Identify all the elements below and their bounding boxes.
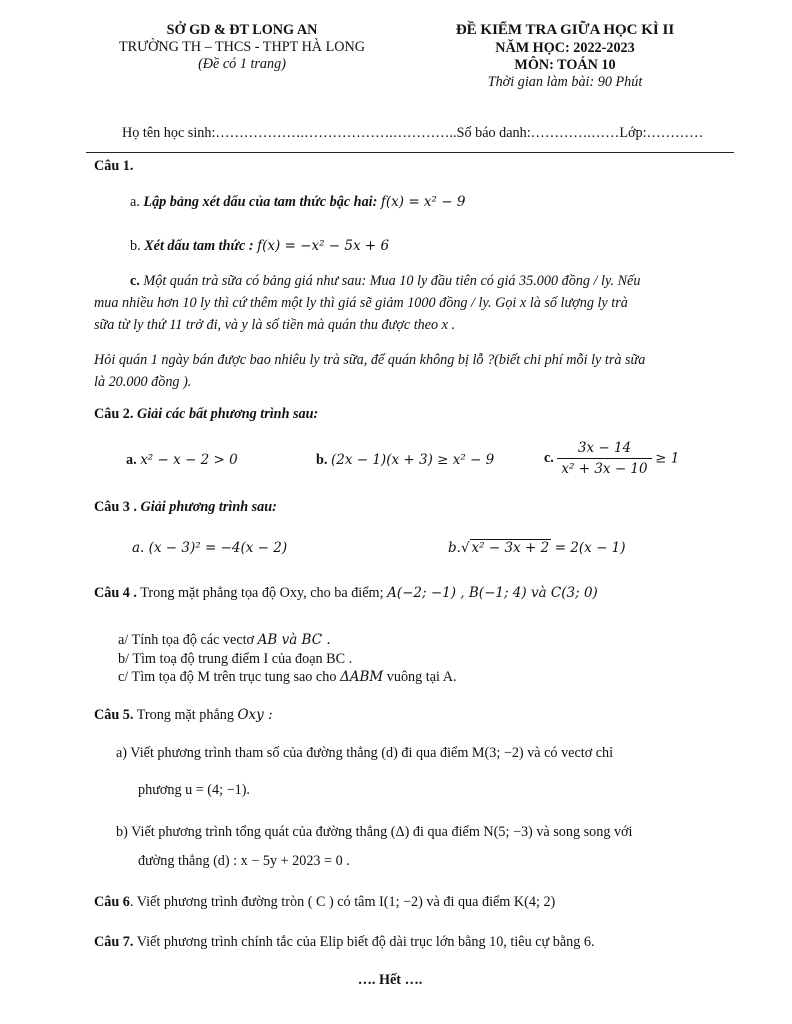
q3-label: Câu 3 .	[94, 499, 137, 515]
q2-c-rhs: ≥ 1	[655, 450, 680, 467]
q2-b-math: (2x − 1)(x + 3) ≥ x² − 9	[330, 452, 495, 468]
q1-c-line1-text: Một quán trà sữa có bảng giá như sau: Mua 10 ly đầu tiên có giá 35.000 đồng / ly. Nếu	[139, 273, 641, 289]
exam-title: ĐỀ KIỂM TRA GIỮA HỌC KÌ II	[455, 22, 675, 38]
q4-part-c	[118, 669, 457, 686]
q5-heading	[94, 707, 273, 724]
q4-text: Trong mặt phẳng tọa độ Oxy, cho ba điểm;	[140, 585, 384, 601]
q2-c-label: c.	[544, 450, 554, 466]
q7-text: Viết phương trình chính tắc của Elip biết độ dài trục lớn bằng 10, tiêu cự bằng 6.	[136, 934, 595, 950]
time-allowed: Thời gian làm bài: 90 Phút	[487, 74, 643, 90]
end-marker: …. Hết ….	[357, 972, 423, 988]
q2-a-math: x² − x − 2 > 0	[140, 452, 238, 468]
q2-label: Câu 2.	[94, 406, 134, 422]
q1-a-math: f(x) = x² − 9	[380, 194, 466, 210]
school-name: TRƯỜNG TH – THCS - THPT HÀ LONG	[118, 39, 366, 55]
header-divider	[86, 152, 734, 153]
q1-title: Câu 1.	[94, 158, 134, 174]
q4-label: Câu 4 .	[94, 585, 137, 601]
q5-label: Câu 5.	[94, 707, 134, 723]
q7	[94, 934, 595, 951]
q1-c-line4: Hỏi quán 1 ngày bán được bao nhiêu ly trà sữa, để quán không bị lỗ ?(biết chi phí mỗi ly trà sữa	[94, 352, 646, 368]
q5-part-b-line2: đường thẳng (d) : x − 5y + 2023 = 0 .	[138, 853, 350, 869]
q4-part-a	[118, 632, 331, 649]
q6-label: Câu 6	[94, 894, 130, 910]
q1-a-prefix: a.	[130, 194, 144, 210]
q4-heading	[94, 585, 598, 602]
q4-c-text: c/ Tìm tọa độ M trên trục tung sao cho	[118, 669, 337, 685]
q3-b-rhs: = 2(x − 1)	[554, 540, 626, 556]
q1-c-line5: là 20.000 đồng ).	[94, 374, 192, 390]
q7-label: Câu 7.	[94, 934, 134, 950]
q1-a-text: Lập bảng xét dấu của tam thức bậc hai:	[143, 194, 378, 210]
q1-c-line2: mua nhiều hơn 10 ly thì cứ thêm một ly thì giá sẽ giảm 1000 đồng / ly. Gọi x là số lượng ly trà	[94, 295, 628, 311]
q5-part-b-line1: b) Viết phương trình tổng quát của đường thẳng (Δ) đi qua điểm N(5; −3) và song song với	[116, 824, 633, 840]
q3-b-radicand: x² − 3x + 2	[471, 540, 550, 556]
q2-c-denominator: x² + 3x − 10	[561, 461, 648, 477]
school-year: NĂM HỌC: 2022-2023	[495, 40, 635, 56]
subject: MÔN: TOÁN 10	[514, 57, 616, 73]
q4-points: A(−2; −1) , B(−1; 4) và C(3; 0)	[387, 585, 598, 601]
q1-c-prefix: c.	[130, 273, 140, 289]
q2-heading	[94, 406, 318, 423]
q1-b-text: Xét dấu tam thức :	[144, 238, 254, 254]
q1-c-line1	[130, 273, 640, 290]
q2-text: Giải các bất phương trình sau:	[136, 406, 319, 422]
q6	[94, 894, 555, 911]
q1-b-math: f(x) = −x² − 5x + 6	[257, 238, 390, 254]
q4-c-tail: vuông tại A.	[386, 669, 457, 685]
q5-part-a-line2: phương u = (4; −1).	[138, 782, 250, 798]
q2-a-label: a.	[126, 452, 137, 468]
q3-text: Giải phương trình sau:	[140, 499, 277, 515]
q4-c-triangle: ΔABM	[339, 669, 384, 685]
q3-heading	[94, 499, 277, 516]
q2-part-b	[316, 452, 494, 469]
q5-part-a-line1: a) Viết phương trình tham số của đường thẳng (d) đi qua điểm M(3; −2) và có vectơ chỉ	[116, 745, 614, 761]
student-info-line: Họ tên học sinh:……………….……………….…………..Số báo danh:………….……Lớp:…………	[122, 125, 704, 141]
q1-c-line3: sữa từ ly thứ 11 trở đi, và y là số tiền mà quán thu được theo x .	[94, 317, 456, 333]
page-count-note: (Đề có 1 trang)	[198, 56, 286, 72]
q1-part-a	[130, 194, 465, 211]
q2-c-fraction	[557, 440, 651, 477]
q1-part-b	[130, 238, 389, 255]
q2-part-a	[126, 452, 238, 469]
q4-a-text: a/ Tính tọa độ các vectơ	[118, 632, 255, 648]
q5-text: Trong mặt phẳng	[136, 707, 234, 723]
q3-part-a: a. (x − 3)² = −4(x − 2)	[132, 540, 288, 556]
q2-c-numerator: 3x − 14	[557, 440, 651, 459]
q5-plane: Oxy :	[237, 707, 273, 723]
q4-part-b: b/ Tìm toạ độ trung điểm I của đoạn BC .	[118, 651, 353, 667]
q4-a-vectors: AB và BC .	[257, 632, 331, 648]
q3-part-b: b.√ x² − 3x + 2 = 2(x − 1)	[448, 540, 626, 556]
q3-b-label: b.	[448, 540, 461, 556]
q1-b-prefix: b.	[130, 238, 145, 254]
department-name: SỞ GD & ĐT LONG AN	[166, 22, 318, 38]
q6-text: . Viết phương trình đường tròn ( C ) có tâm I(1; −2) và đi qua điểm K(4; 2)	[129, 894, 556, 910]
q2-part-c	[544, 440, 679, 477]
q2-b-label: b.	[316, 452, 328, 468]
